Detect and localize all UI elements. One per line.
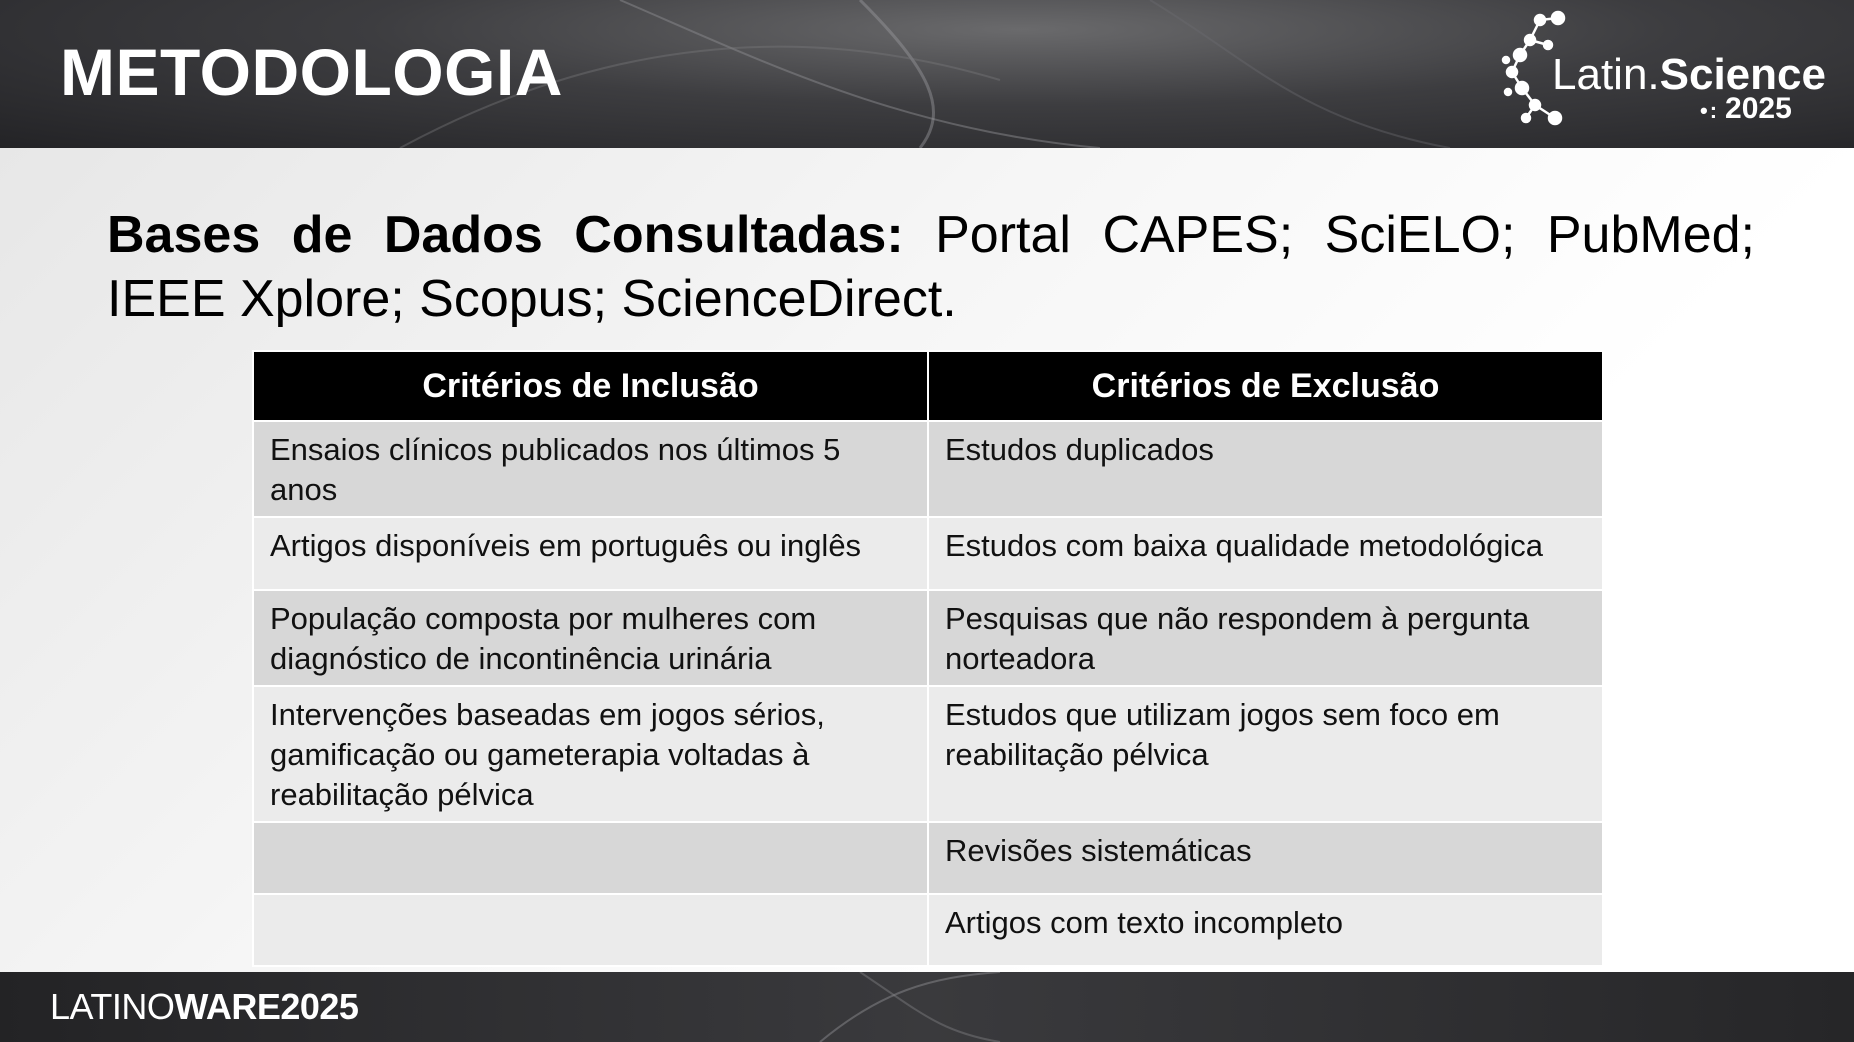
inclusion-header: Critérios de Inclusão — [253, 351, 928, 421]
inclusion-cell — [253, 894, 928, 966]
exclusion-header: Critérios de Exclusão — [928, 351, 1603, 421]
table-row — [253, 421, 1603, 517]
inclusion-cell: Intervenções baseadas em jogos sérios, gamificação ou gameterapia voltadas à reabilitação pélvica — [253, 686, 928, 822]
table-row — [253, 822, 1603, 894]
logo-science: Science — [1659, 50, 1826, 99]
latin-science-logo — [1500, 10, 1830, 130]
brand-latino: LATINO — [50, 986, 175, 1027]
table-row — [253, 894, 1603, 966]
criteria-table — [252, 350, 1604, 967]
exclusion-cell: Estudos que utilizam jogos sem foco em reabilitação pélvica — [928, 686, 1603, 822]
brand-year: 2025 — [280, 986, 359, 1027]
latinoware-brand — [50, 986, 358, 1028]
criteria-header-row — [253, 351, 1603, 421]
brand-ware: WARE — [174, 986, 281, 1027]
exclusion-cell: Pesquisas que não respondem à pergunta norteadora — [928, 590, 1603, 686]
exclusion-cell: Revisões sistemáticas — [928, 822, 1603, 894]
table-row — [253, 686, 1603, 822]
slide-header — [0, 0, 1854, 148]
databases-list: Portal CAPES; SciELO; PubMed; IEEE Xplore; Scopus; ScienceDirect. — [107, 206, 1755, 328]
inclusion-cell: População composta por mulheres com diagnóstico de incontinência urinária — [253, 590, 928, 686]
logo-latin: Latin. — [1552, 50, 1660, 99]
exclusion-cell: Artigos com texto incompleto — [928, 894, 1603, 966]
databases-label: Bases de Dados Consultadas: — [107, 206, 904, 264]
exclusion-cell: Estudos duplicados — [928, 421, 1603, 517]
table-row — [253, 517, 1603, 590]
logo-year-text: 2025 — [1725, 92, 1792, 125]
table-row — [253, 590, 1603, 686]
slide-title: METODOLOGIA — [60, 35, 563, 109]
inclusion-cell — [253, 822, 928, 894]
logo-dots-icon: •: — [1700, 98, 1720, 123]
exclusion-cell: Estudos com baixa qualidade metodológica — [928, 517, 1603, 590]
databases-paragraph — [107, 203, 1755, 331]
logo-year — [1700, 92, 1792, 126]
inclusion-cell: Ensaios clínicos publicados nos últimos 5 anos — [253, 421, 928, 517]
slide-footer — [0, 972, 1854, 1042]
inclusion-cell: Artigos disponíveis em português ou inglês — [253, 517, 928, 590]
